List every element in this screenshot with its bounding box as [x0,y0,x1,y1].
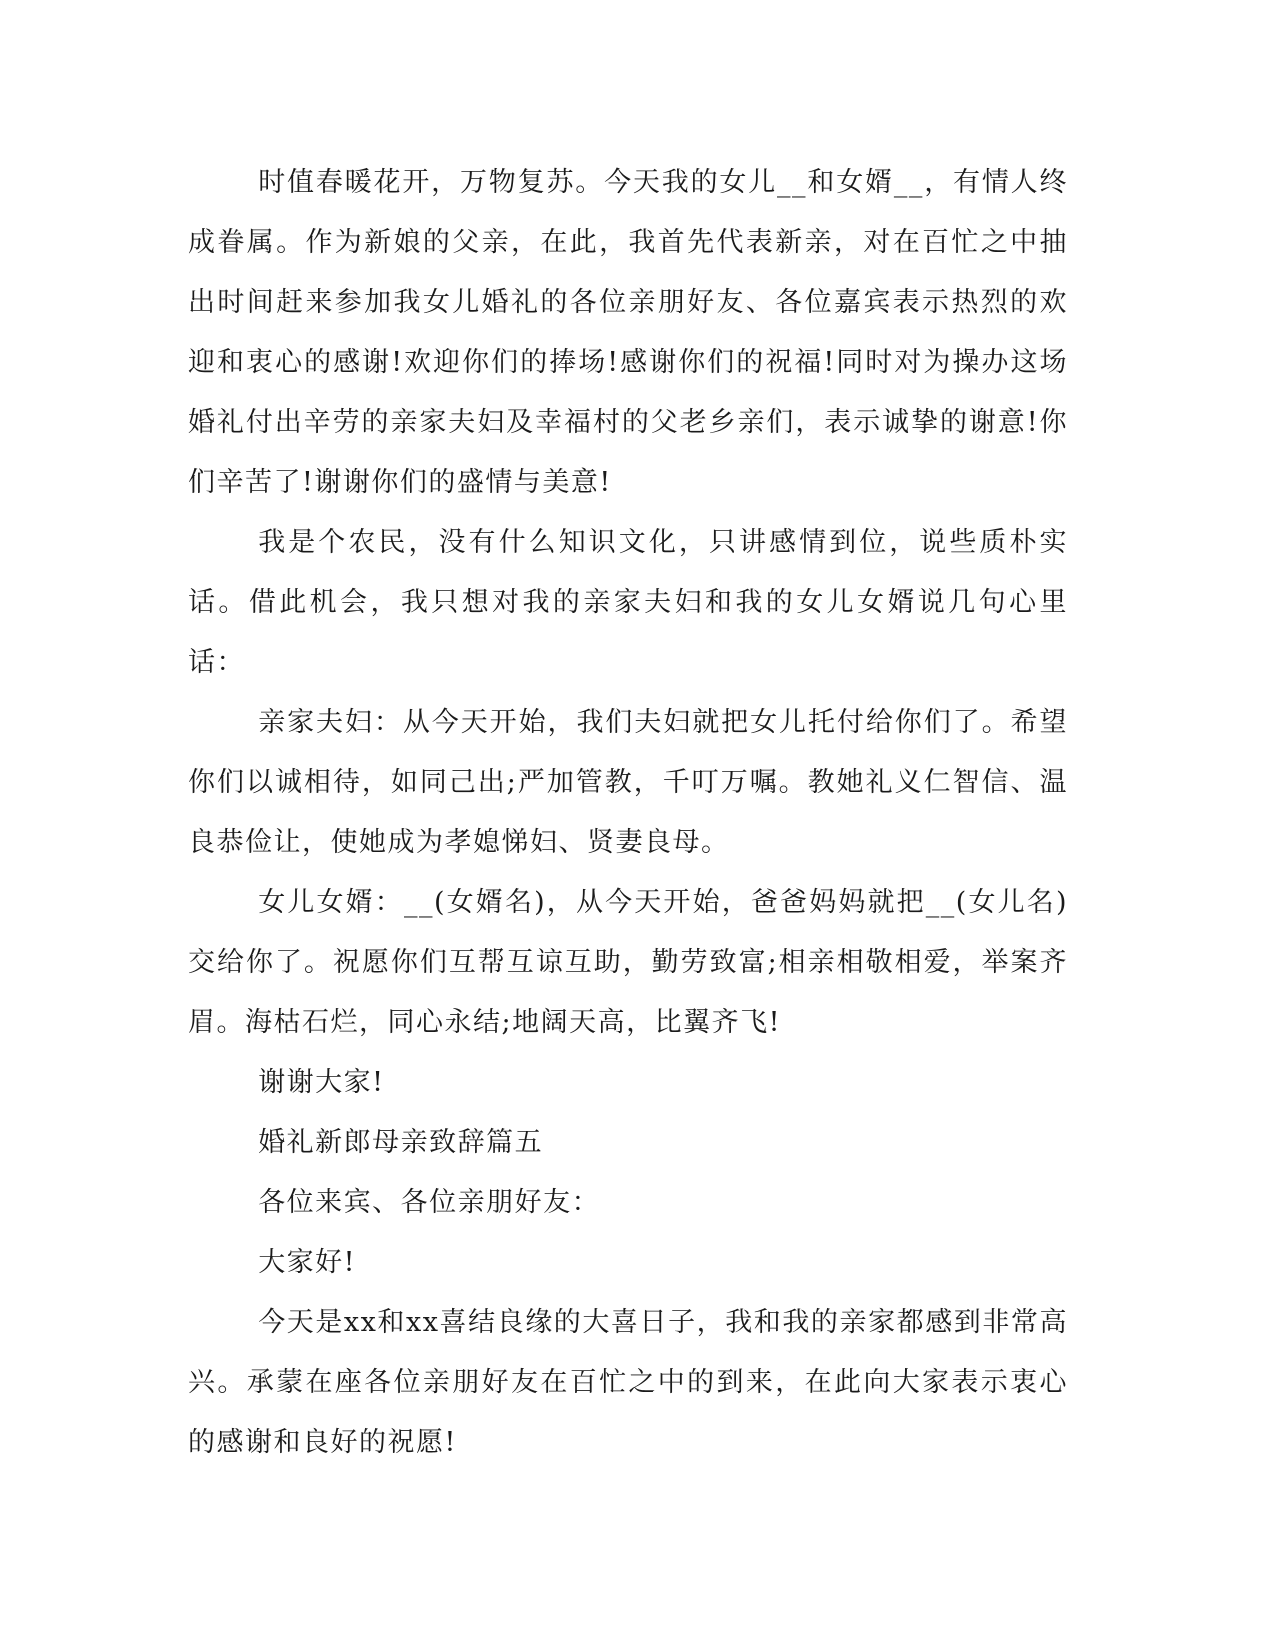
paragraph-farmer: 我是个农民，没有什么知识文化，只讲感情到位，说些质朴实话。借此机会，我只想对我的亲家夫妇和我的女儿女婿说几句心里话： [188,527,1068,678]
paragraph-in-laws: 亲家夫妇：从今天开始，我们夫妇就把女儿托付给你们了。希望你们以诚相待，如同己出;严加管教，千叮万嘱。教她礼义仁智信、温良恭俭让，使她成为孝媳悌妇、贤妻良母。 [188,707,1068,858]
paragraph-couple: 女儿女婿：__(女婿名)，从今天开始，爸爸妈妈就把__(女儿名)交给你了。祝愿你们互帮互谅互助，勤劳致富;相亲相敬相爱，举案齐眉。海枯石烂，同心永结;地阔天高，比翼齐飞! [188,887,1068,1038]
paragraph-opening: 时值春暖花开，万物复苏。今天我的女儿__和女婿__，有情人终成眷属。作为新娘的父亲，在此，我首先代表新亲，对在百忙之中抽出时间赶来参加我女儿婚礼的各位亲朋好友、各位嘉宾表示热烈的欢迎和衷心的感谢!欢迎你们的捧场!感谢你们的祝福!同时对为操办这场婚礼付出辛劳的亲家夫妇及幸福村的父老乡亲们，表示诚挚的谢意!你们辛苦了!谢谢你们的盛情与美意! [188,167,1068,498]
section-heading: 婚礼新郎母亲致辞篇五 [258,1127,544,1158]
paragraph-thanks: 谢谢大家! [258,1067,385,1098]
document-body [188,153,1068,1473]
greeting: 大家好! [258,1247,357,1278]
paragraph-wedding-day: 今天是xx和xx喜结良缘的大喜日子，我和我的亲家都感到非常高兴。承蒙在座各位亲朋好友在百忙之中的到来，在此向大家表示衷心的感谢和良好的祝愿! [188,1307,1068,1458]
salutation: 各位来宾、各位亲朋好友： [258,1187,601,1218]
